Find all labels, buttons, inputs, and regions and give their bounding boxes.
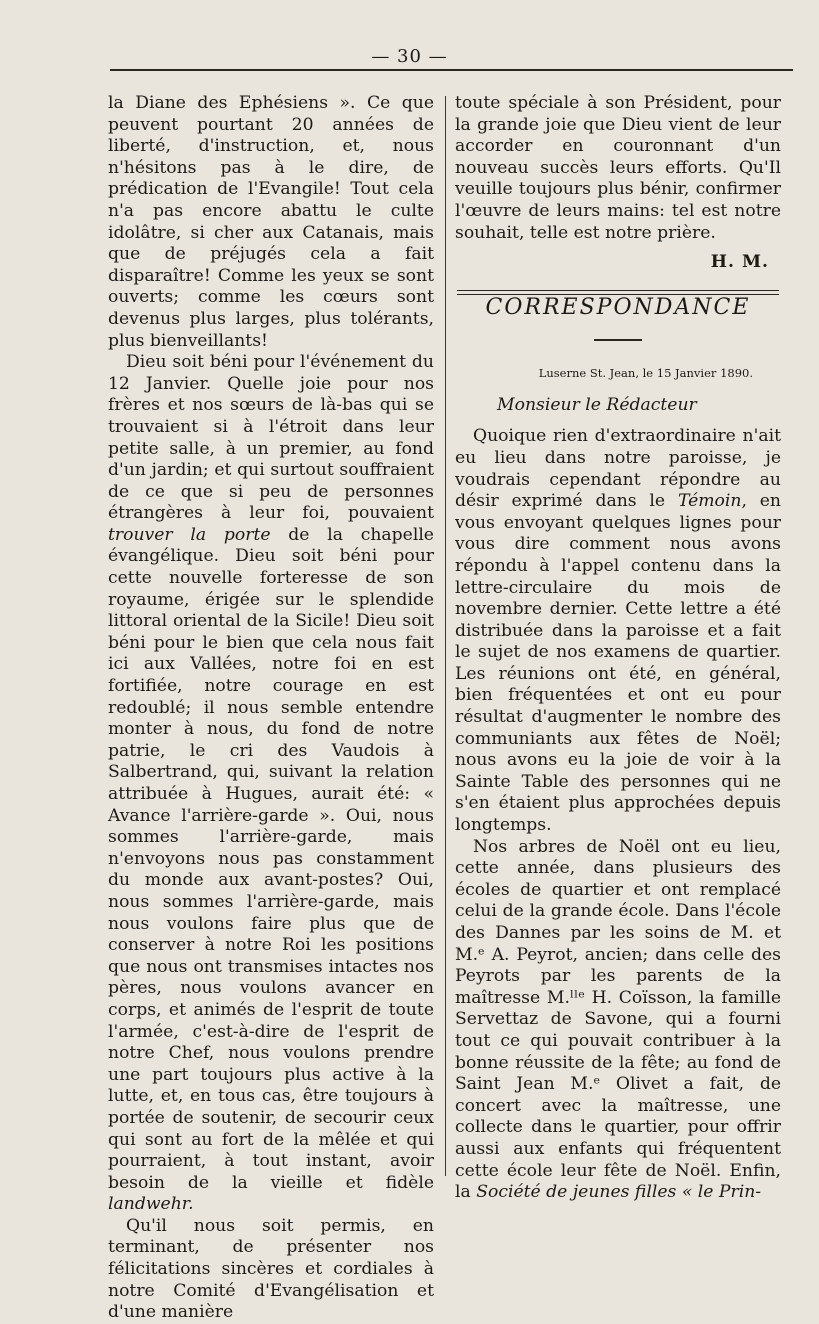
right-paragraph-1: toute spéciale à son Président, pour la grande joie que Dieu vient de leur accorder en couronnant d'un nouveau succès leurs efforts. Qu'Il veuille toujours plus bénir, confirmer l'œuvre de leurs mains: tel est notre souhait, telle est notre prière. — [455, 93, 781, 243]
left-paragraph-1: la Diane des Ephésiens ». Ce que peuvent pourtant 20 années de liberté, d'instruction, et, nous n'hésitons pas à le dire, de prédication de l'Evangile! Tout cela n'a pas encore abattu le culte idolâtre, si cher aux Catanais, mais que de préjugés cela a fait disparaître! Comme les yeux se sont ouverts; comme les cœurs sont devenus plus larges, plus tolérants, plus bienveillants! — [108, 93, 434, 351]
left-paragraph-2-text-a: Dieu soit béni pour l'événement du 12 Janvier. Quelle joie pour nos frères et nos sœurs de là-bas qui se trouvaient si à l'étroit dans leur petite salle, à un premier, au fond d'un jardin; et qui surtout souffraient de ce que si peu de personnes étrangères à leur foi, pouvaient — [108, 352, 434, 524]
column-divider — [445, 96, 446, 1176]
right-paragraph-3 — [455, 837, 781, 1204]
right-paragraph-2-text-b: , en vous envoyant quelques lignes pour vous dire comment nous avons répondu à l'appel contenu dans la lettre-circulaire du mois de novembre dernier. Cette lettre a été distribuée dans la paroisse et a fait le sujet de nos examens de quartier. Les réunions ont été, en général, bien fréquentées et ont eu pour résultat d'augmenter le nombre des communiants aux fêtes de Noël; nous avons eu la joie de voir à la Sainte Table des personnes qui ne s'en étaient plus approchées depuis longtemps. — [455, 491, 781, 836]
right-paragraph-3-text-a: Nos arbres de Noël ont eu lieu, cette année, dans plusieurs des écoles de quartier et ont remplacé celui de la grande école. Dans l'école des Dannes par les soins de M. et M.ᵉ A. Peyrot, ancien; dans celle des Peyrots par les parents de la maîtresse M.ˡˡᵉ H. Coïsson, la famille Servettaz de Savone, qui a fourni tout ce qui pouvait contribuer à la bonne réussite de la fête; au fond de Saint Jean M.ᵉ Olivet a fait, de concert avec la maîtresse, une collecte dans le quartier, pour offrir aussi aux enfants qui fréquentent cette école leur fête de Noël. Enfin, la — [455, 836, 781, 1203]
right-paragraph-2 — [455, 426, 781, 836]
dateline: Luserne St. Jean, le 15 Janvier 1890. — [538, 365, 753, 380]
left-column — [108, 93, 434, 1324]
salutation: Monsieur le Rédacteur — [497, 394, 697, 415]
right-paragraph-2-text-a: Quoique rien d'extraordinaire n'ait eu lieu dans notre paroisse, je voudrais cependant répondre au désir exprimé dans le — [455, 426, 781, 512]
right-paragraph-2-emphasis: Témoin — [677, 491, 742, 512]
right-column — [455, 93, 781, 1204]
left-paragraph-2 — [108, 352, 434, 1216]
right-paragraph-3-emphasis: Société de jeunes filles « le Prin- — [476, 1182, 762, 1203]
section-short-rule — [594, 339, 642, 341]
header-rule — [110, 69, 793, 71]
left-paragraph-3: Qu'il nous soit permis, en terminant, de présenter nos félicitations sincères et cordiales à notre Comité d'Evangélisation et d'une manière — [108, 1215, 434, 1323]
left-paragraph-2-text-b: de la chapelle évangélique. Dieu soit béni pour cette nouvelle forteresse de son royaume, érigée sur le splendide littoral oriental de la Sicile! Dieu soit béni pour le bien que cela nous fait ici aux Vallées, notre foi en est fortifiée, notre courage en est redoublé; il nous semble entendre monter à nous, du fond de notre patrie, le cri des Vaudois à Salbertrand, qui, suivant la relation attribuée à Hugues, aurait été: « Avance l'arrière-garde ». Oui, nous sommes l'arrière-garde, mais n'envoyons nous pas constamment du monde aux avant-postes? Oui, nous sommes l'arrière-garde, mais nous voulons faire plus que de conserver à notre Roi les positions que nous ont transmises intactes nos pères, nous voulons avancer en corps, et animés de l'esprit de toute l'armée, c'est-à-dire de l'esprit de notre Chef, nous voulons prendre une part toujours plus active à la lutte, et, en tous cas, être toujours à portée de soutenir, de secourir ceux qui sont au fort de la mêlée et qui pourraient, à tout instant, avoir besoin de la vieille et fidèle — [108, 524, 434, 1193]
left-paragraph-2-emphasis: trouver la porte — [108, 524, 271, 545]
page-number: — 30 — — [371, 46, 448, 67]
section-title: CORRESPONDANCE — [485, 294, 751, 320]
left-paragraph-2-emphasis-2: landwehr. — [108, 1194, 194, 1215]
signature: H. M. — [710, 252, 769, 273]
